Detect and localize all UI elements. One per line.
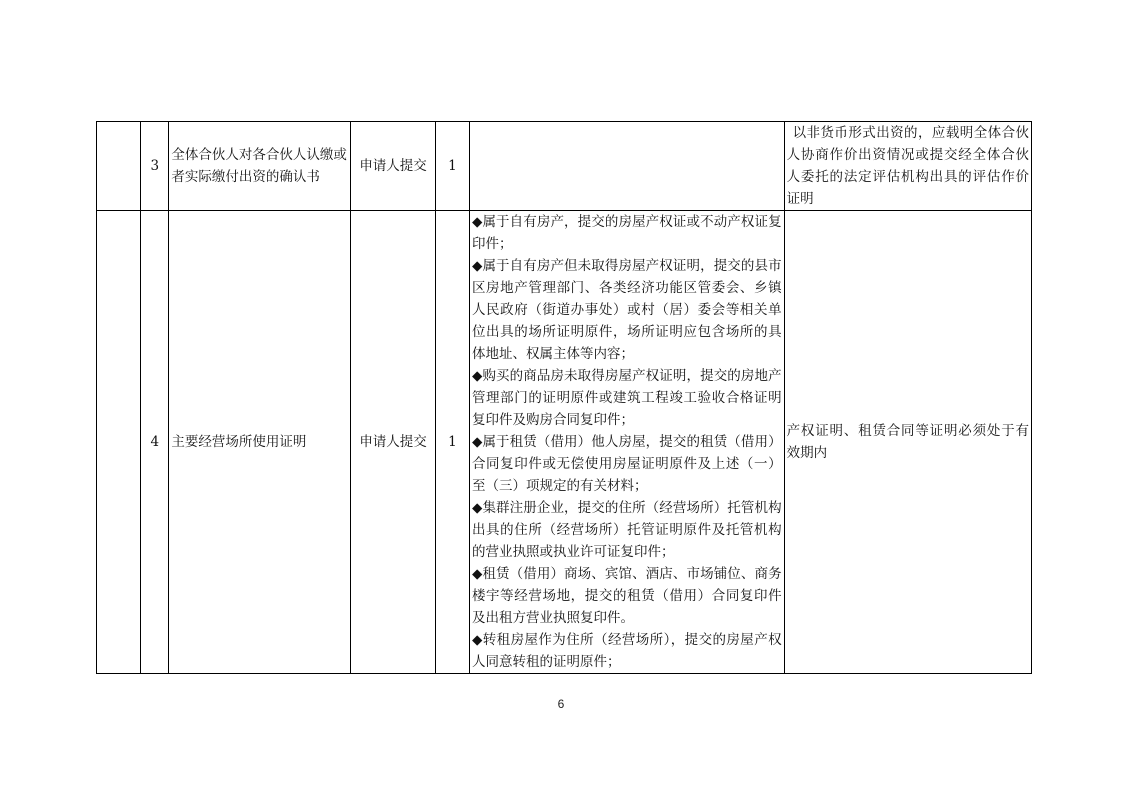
requirement-item: ◆属于租赁（借用）他人房屋，提交的租赁（借用）合同复印件或无偿使用房屋证明原件及上述（一）至（三）项规定的有关材料； [471,434,782,494]
requirement-item: ◆租赁（借用）商场、宾馆、酒店、市场铺位、商务楼宇等经营场地，提交的租赁（借用）合同复印件及出租方营业执照复印件。 [471,566,782,626]
note-text: 产权证明、租赁合同等证明必须处于有效期内 [786,423,1029,461]
material-name: 主要经营场所使用证明 [169,211,351,674]
requirements-cell [469,122,784,211]
material-source: 申请人提交 [351,211,435,674]
requirement-item: ◆集群注册企业，提交的住所（经营场所）托管机构出具的住所（经营场所）托管证明原件及托管机构的营业执照或执业许可证复印件； [471,500,782,560]
page-number: 6 [557,697,565,711]
material-name: 全体合伙人对各合伙人认缴或者实际缴付出资的确认书 [169,122,351,211]
requirements-cell [469,211,784,674]
item-number: 3 [141,122,169,211]
blank-cell [97,122,141,211]
note-text: 以非货币形式出资的，应载明全体合伙人协商作价出资情况或提交经全体合伙人委托的法定评估机构出具的评估作价证明 [786,125,1029,207]
note-cell [784,211,1031,674]
table-row [97,211,1032,674]
note-cell [784,122,1031,211]
requirement-item: ◆转租房屋作为住所（经营场所），提交的房屋产权人同意转租的证明原件； [471,632,782,670]
material-source: 申请人提交 [351,122,435,211]
table-row [97,122,1032,211]
requirement-item: ◆购买的商品房未取得房屋产权证明，提交的房地产管理部门的证明原件或建筑工程竣工验收合格证明复印件及购房合同复印件； [471,368,782,428]
requirement-item: ◆属于自有房产但未取得房屋产权证明，提交的县市区房地产管理部门、各类经济功能区管委会、乡镇人民政府（街道办事处）或村（居）委会等相关单位出具的场所证明原件，场所证明应包含场所的具体地址、权属主体等内容； [471,258,782,362]
copy-count: 1 [435,211,469,674]
requirement-item: ◆属于自有房产，提交的房屋产权证或不动产权证复印件； [471,214,782,252]
copy-count: 1 [435,122,469,211]
requirements-table [96,121,1032,674]
item-number: 4 [141,211,169,674]
blank-cell [97,211,141,674]
